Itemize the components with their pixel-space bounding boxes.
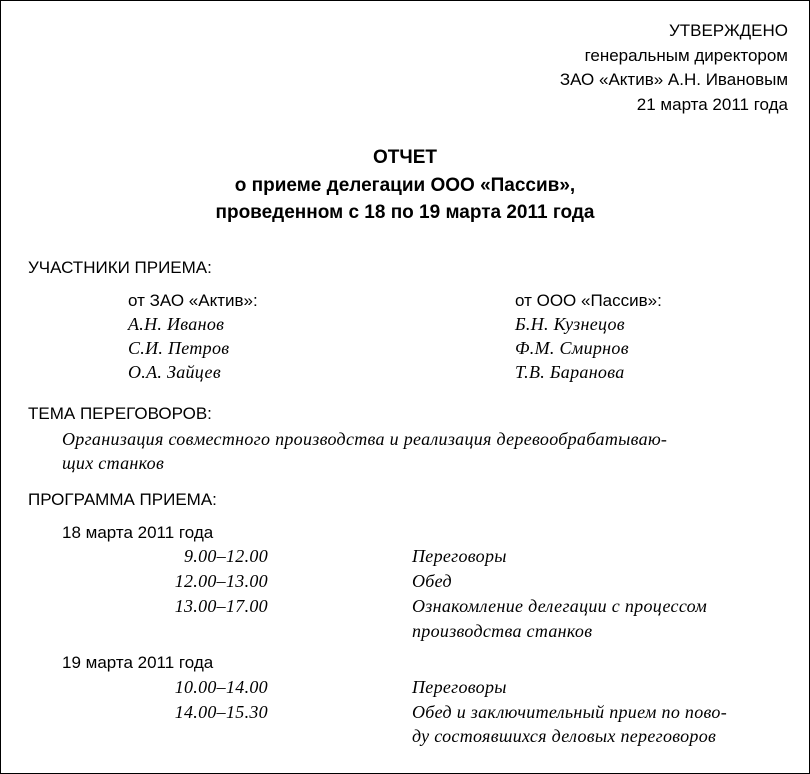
topic-text-line-1: Организация совместного производства и реализация деревообрабатываю-	[62, 429, 668, 449]
schedule-activity: Обед	[412, 571, 452, 591]
left-group-label: от ЗАО «Актив»:	[128, 291, 258, 310]
schedule-activity-continued: ду состоявшихся деловых переговоров	[412, 726, 717, 746]
schedule-activity: Переговоры	[412, 546, 507, 566]
program-day-date: 18 марта 2011 года	[62, 523, 214, 542]
title-line-3: проведенном с 18 по 19 марта 2011 года	[215, 202, 595, 223]
schedule-time: 12.00–13.00	[174, 571, 268, 591]
participant-name: Б.Н. Кузнецов	[515, 314, 625, 334]
approval-signer: ЗАО «Актив» А.Н. Ивановым	[559, 70, 788, 89]
title-line-2: о приеме делегации ООО «Пассив»,	[234, 175, 576, 196]
participants-heading: УЧАСТНИКИ ПРИЕМА:	[28, 258, 212, 277]
approval-position: генеральным директором	[584, 46, 788, 65]
approval-date: 21 марта 2011 года	[636, 95, 788, 114]
schedule-time: 9.00–12.00	[184, 546, 268, 566]
schedule-activity: Ознакомление делегации с процессом	[412, 596, 708, 616]
right-group-label: от ООО «Пассив»:	[515, 291, 662, 310]
approval-title: УТВЕРЖДЕНО	[668, 21, 788, 40]
program-day-date: 19 марта 2011 года	[62, 653, 214, 672]
schedule-time: 10.00–14.00	[174, 677, 268, 697]
title-line-1: ОТЧЕТ	[372, 147, 437, 168]
participant-name: О.А. Зайцев	[128, 362, 221, 382]
participant-name: Т.В. Баранова	[515, 362, 625, 382]
program-heading: ПРОГРАММА ПРИЕМА:	[28, 490, 217, 509]
participant-name: С.И. Петров	[128, 338, 230, 358]
topic-heading: ТЕМА ПЕРЕГОВОРОВ:	[28, 404, 212, 423]
topic-text-line-2: щих станков	[62, 453, 165, 473]
schedule-activity: Обед и заключительный прием по пово-	[412, 702, 727, 722]
schedule-time: 14.00–15.30	[174, 702, 268, 722]
schedule-activity: Переговоры	[412, 677, 507, 697]
schedule-time: 13.00–17.00	[174, 596, 268, 616]
participant-name: Ф.М. Смирнов	[515, 338, 629, 358]
schedule-activity-continued: производства станков	[412, 621, 593, 641]
participant-name: А.Н. Иванов	[128, 314, 225, 334]
